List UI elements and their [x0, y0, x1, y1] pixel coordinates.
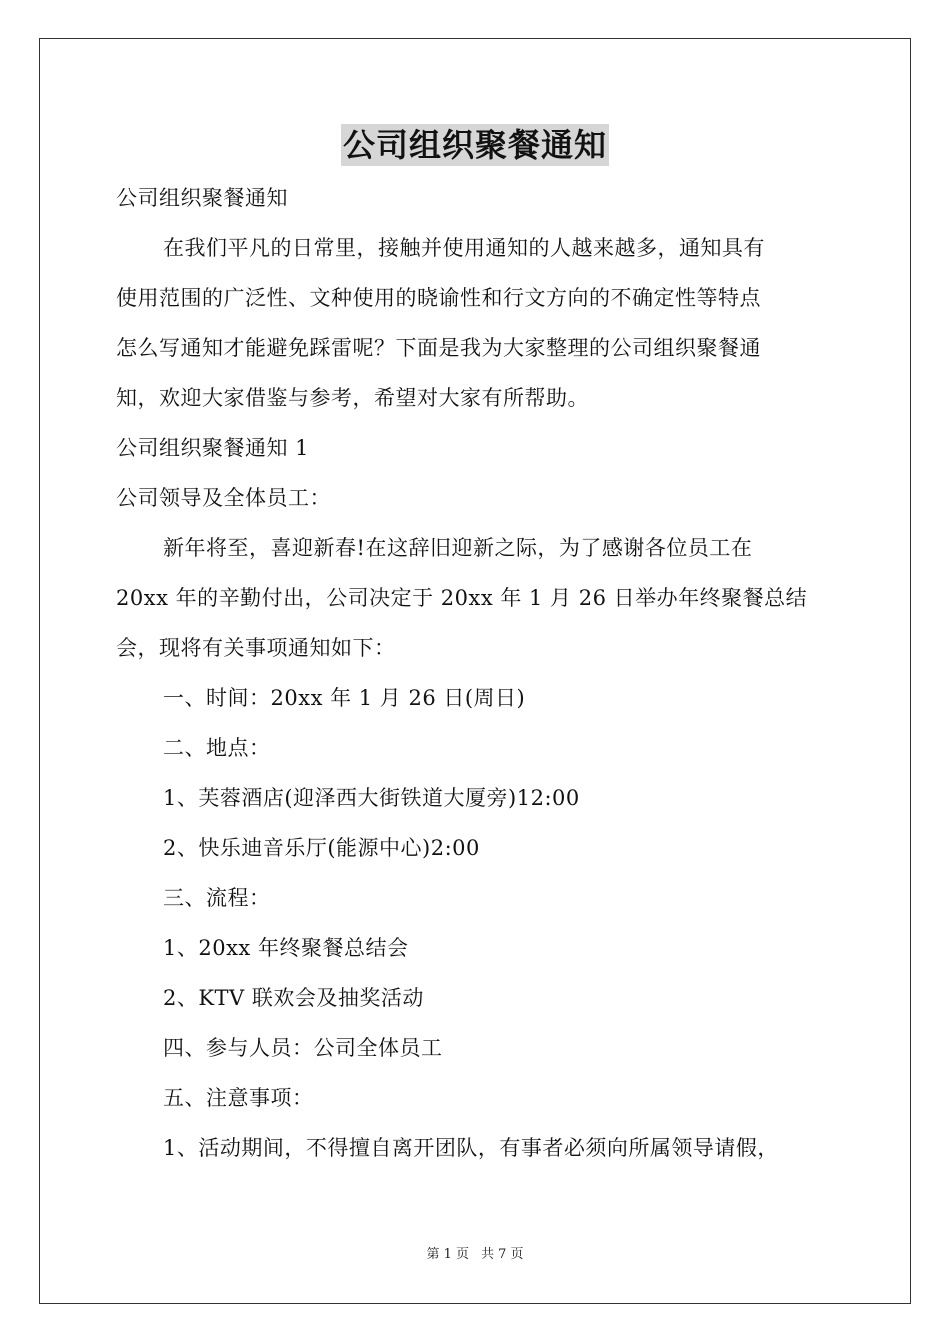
body-line: 四、参与人员：公司全体员工 — [163, 1036, 443, 1060]
document-body — [116, 173, 838, 1173]
body-line: 使用范围的广泛性、文种使用的晓谕性和行文方向的不确定性等特点 — [116, 286, 761, 310]
body-line: 公司领导及全体员工： — [116, 486, 331, 510]
document-title: 公司组织聚餐通知 — [342, 126, 607, 164]
body-line: 二、地点： — [163, 736, 271, 760]
body-line: 1、20xx 年终聚餐总结会 — [163, 936, 409, 960]
body-line: 会，现将有关事项通知如下： — [116, 636, 396, 660]
body-line: 知，欢迎大家借鉴与参考，希望对大家有所帮助。 — [116, 386, 589, 410]
page-total: 共 7 页 — [481, 1247, 524, 1262]
body-line: 1、活动期间，不得擅自离开团队，有事者必须向所属领导请假， — [163, 1136, 779, 1160]
body-line: 三、流程： — [163, 886, 271, 910]
body-line: 在我们平凡的日常里，接触并使用通知的人越来越多，通知具有 — [163, 236, 765, 260]
body-line: 怎么写通知才能避免踩雷呢？下面是我为大家整理的公司组织聚餐通 — [116, 336, 761, 360]
body-line: 新年将至，喜迎新春!在这辞旧迎新之际，为了感谢各位员工在 — [163, 536, 753, 560]
title-container — [0, 124, 950, 166]
body-line: 1、芙蓉酒店(迎泽西大街铁道大厦旁)12:00 — [163, 786, 580, 810]
body-line: 20xx 年的辛勤付出，公司决定于 20xx 年 1 月 26 日举办年终聚餐总结 — [116, 586, 808, 610]
body-line: 公司组织聚餐通知 1 — [116, 436, 310, 460]
body-line: 2、KTV 联欢会及抽奖活动 — [163, 986, 424, 1010]
body-line: 2、快乐迪音乐厅(能源中心)2:00 — [163, 836, 480, 860]
body-line: 五、注意事项： — [163, 1086, 314, 1110]
page-number: 第 1 页 — [426, 1247, 469, 1262]
body-line: 公司组织聚餐通知 — [116, 186, 288, 210]
page-footer — [0, 1246, 950, 1264]
body-line: 一、时间：20xx 年 1 月 26 日(周日) — [163, 686, 526, 710]
